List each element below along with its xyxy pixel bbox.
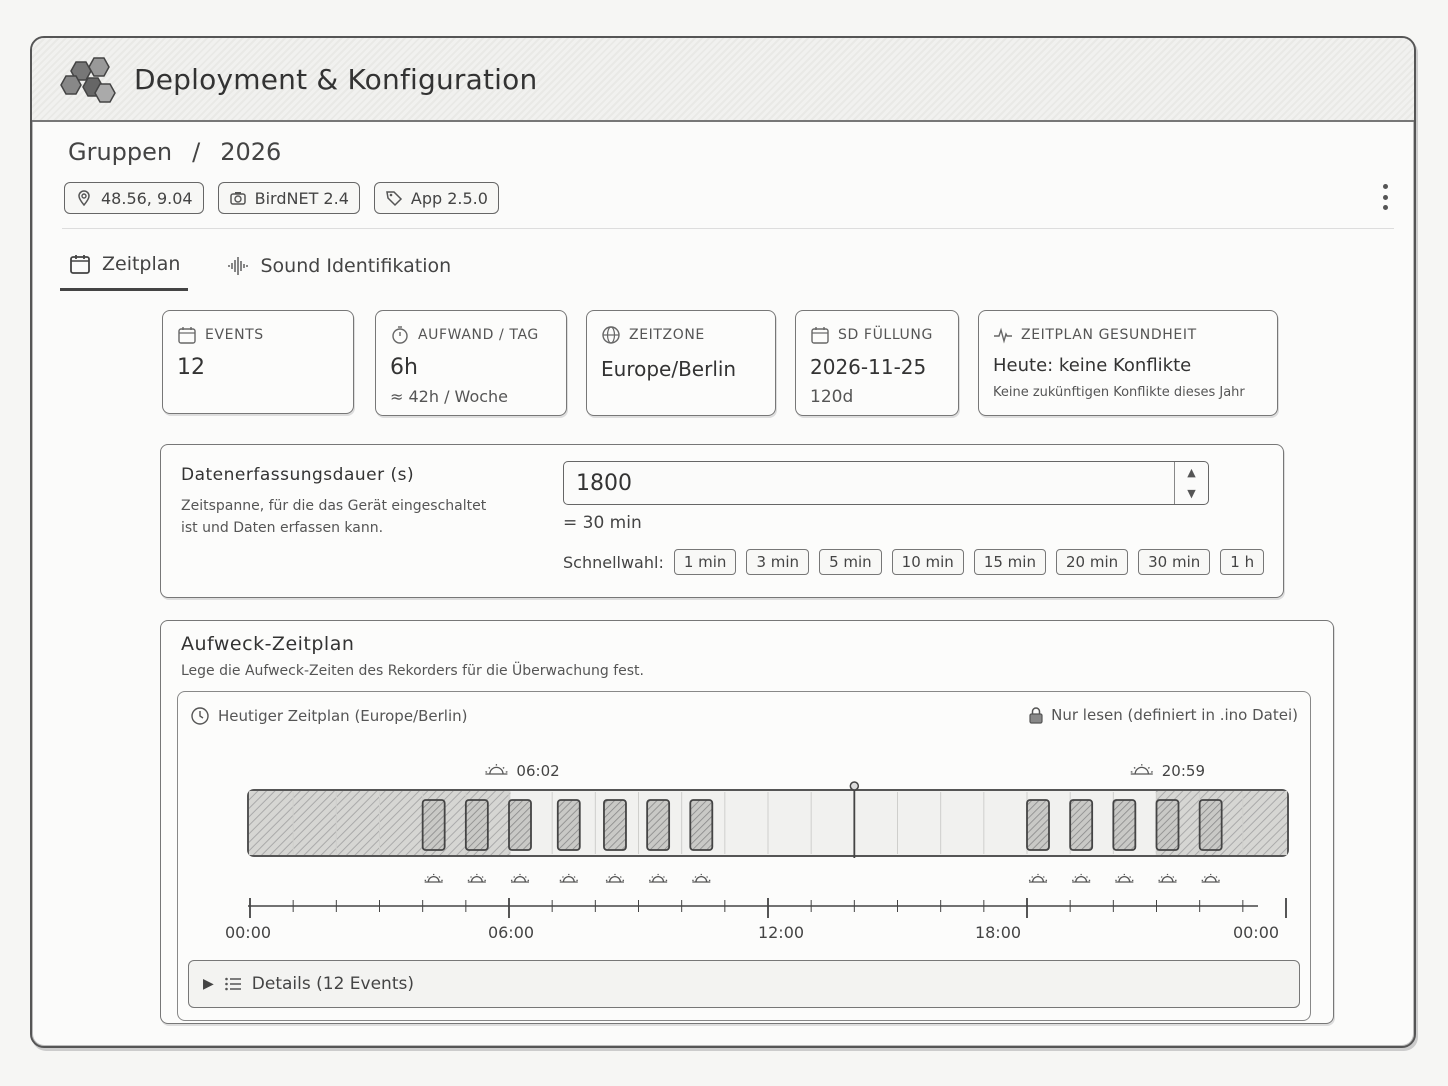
axis-label: 06:00 (487, 923, 535, 942)
event-sun-icon (649, 874, 667, 882)
today-schedule-label: Heutiger Zeitplan (Europe/Berlin) (218, 707, 468, 725)
waveform-icon (226, 254, 250, 278)
timezone-label: ZEITZONE (629, 327, 705, 343)
event-sun-icon (692, 874, 710, 882)
quick-10min-button[interactable]: 10 min (892, 549, 964, 575)
events-value: 12 (177, 355, 205, 380)
event-sun-icon (468, 874, 486, 882)
title-bar (32, 38, 1414, 122)
timezone-card (586, 310, 776, 416)
axis-label: 18:00 (974, 923, 1022, 942)
wake-title: Aufweck-Zeitplan (181, 633, 355, 655)
wake-event[interactable] (1027, 800, 1049, 850)
wake-event[interactable] (604, 800, 626, 850)
quick-15min-button[interactable]: 15 min (974, 549, 1046, 575)
current-time-dot (850, 782, 858, 790)
event-sun-icon (606, 874, 624, 882)
breadcrumb (68, 138, 281, 166)
wake-event[interactable] (558, 800, 580, 850)
camera-icon (229, 189, 247, 207)
health-value: Heute: keine Konflikte (993, 355, 1192, 376)
duration-description: Zeitspanne, für die das Gerät eingeschaltet ist und Daten erfassen kann. (181, 498, 487, 536)
wake-event[interactable] (647, 800, 669, 850)
wake-event[interactable] (1157, 800, 1179, 850)
tab-zeitplan-label: Zeitplan (102, 253, 181, 275)
duration-input[interactable] (563, 461, 1209, 505)
sd-card (795, 310, 959, 416)
app-window (30, 36, 1416, 1048)
calendar-icon (810, 325, 830, 345)
wake-event[interactable] (466, 800, 488, 850)
wake-description: Lege die Aufweck-Zeiten des Rekorders für die Überwachung fest. (181, 663, 644, 679)
health-card (978, 310, 1278, 416)
axis-label: 00:00 (1232, 923, 1280, 942)
effort-value: 6h (390, 355, 418, 380)
events-label: EVENTS (205, 327, 264, 343)
tab-zeitplan[interactable] (60, 246, 188, 291)
wake-event[interactable] (1113, 800, 1135, 850)
timezone-value: Europe/Berlin (601, 357, 737, 381)
readonly-label: Nur lesen (definiert in .ino Datei) (1051, 706, 1298, 724)
events-card (162, 310, 354, 414)
calendar-icon (177, 325, 197, 345)
tab-sound-label: Sound Identifikation (260, 254, 452, 277)
sd-label: SD FÜLLUNG (838, 327, 933, 343)
event-sun-icon (1159, 874, 1177, 882)
event-sun-icon (425, 874, 443, 882)
list-icon (224, 975, 242, 993)
tag-icon (385, 189, 403, 207)
location-chip-label: 48.56, 9.04 (101, 188, 193, 208)
quick-select (563, 549, 1264, 575)
effort-label: AUFWAND / TAG (418, 327, 539, 343)
quick-1min-button[interactable]: 1 min (674, 549, 737, 575)
duration-conversion: = 30 min (563, 513, 642, 533)
app-version-chip (374, 182, 499, 214)
sunset-marker (1131, 762, 1205, 780)
sunrise-marker (485, 762, 559, 780)
location-pin-icon (75, 189, 93, 207)
event-sun-icon (1202, 874, 1220, 882)
breadcrumb-separator: / (192, 138, 201, 166)
sunset-time: 20:59 (1161, 762, 1206, 780)
duration-title: Datenerfassungsdauer (s) (181, 465, 415, 485)
triangle-right-icon: ▶ (203, 976, 214, 992)
duration-card (160, 444, 1284, 598)
breadcrumb-parent[interactable]: Gruppen (68, 138, 173, 166)
quick-select-label: Schnellwahl: (563, 552, 664, 572)
today-schedule-panel (177, 691, 1311, 1021)
chevron-down-icon[interactable]: ▼ (1187, 487, 1196, 500)
globe-icon (601, 325, 621, 345)
tab-sound-identifikation[interactable] (218, 246, 459, 291)
app-title: Deployment & Konfiguration (134, 62, 538, 96)
axis-label: 00:00 (224, 923, 272, 942)
quick-3min-button[interactable]: 3 min (746, 549, 809, 575)
event-sun-icon (1072, 874, 1090, 882)
quick-20min-button[interactable]: 20 min (1056, 549, 1128, 575)
wake-event[interactable] (1070, 800, 1092, 850)
info-chips (64, 182, 499, 214)
sunrise-time: 06:02 (516, 762, 560, 780)
quick-5min-button[interactable]: 5 min (819, 549, 882, 575)
location-chip (64, 182, 204, 214)
health-sub: Keine zukünftigen Konflikte dieses Jahr (993, 385, 1245, 400)
event-sun-icon (1115, 874, 1133, 882)
details-label: Details (12 Events) (251, 974, 414, 994)
calendar-icon (68, 252, 92, 276)
duration-input-value: 1800 (576, 470, 632, 496)
quick-1h-button[interactable]: 1 h (1220, 549, 1264, 575)
health-label: ZEITPLAN GESUNDHEIT (1021, 327, 1197, 343)
wake-event[interactable] (423, 800, 445, 850)
effort-sub: ≈ 42h / Woche (390, 387, 509, 406)
sd-value: 2026-11-25 (810, 355, 927, 379)
duration-stepper[interactable] (1174, 462, 1208, 504)
breadcrumb-current: 2026 (220, 138, 282, 166)
wake-schedule-card (160, 620, 1334, 1024)
event-sun-icon (511, 874, 529, 882)
axis-label: 12:00 (757, 923, 805, 942)
schedule-timeline (178, 692, 1312, 957)
wake-event[interactable] (509, 800, 531, 850)
pulse-icon (993, 325, 1013, 345)
model-chip (218, 182, 360, 214)
event-sun-icon (1029, 874, 1047, 882)
divider (62, 228, 1394, 229)
chevron-up-icon[interactable]: ▲ (1187, 466, 1196, 479)
app-version-chip-label: App 2.5.0 (410, 188, 488, 208)
wake-event[interactable] (1200, 800, 1222, 850)
more-menu-icon[interactable] (1380, 184, 1390, 210)
hexagon-cluster-icon (60, 54, 118, 104)
event-sun-icon (560, 874, 578, 882)
sd-sub: 120d (810, 387, 854, 407)
wake-event[interactable] (690, 800, 712, 850)
model-chip-label: BirdNET 2.4 (254, 188, 349, 208)
details-toggle[interactable] (188, 960, 1300, 1008)
sunrise-icon (485, 764, 507, 774)
tab-bar (60, 246, 459, 291)
effort-card (375, 310, 567, 416)
quick-30min-button[interactable]: 30 min (1138, 549, 1210, 575)
sunset-icon (1131, 764, 1153, 774)
stopwatch-icon (390, 325, 410, 345)
